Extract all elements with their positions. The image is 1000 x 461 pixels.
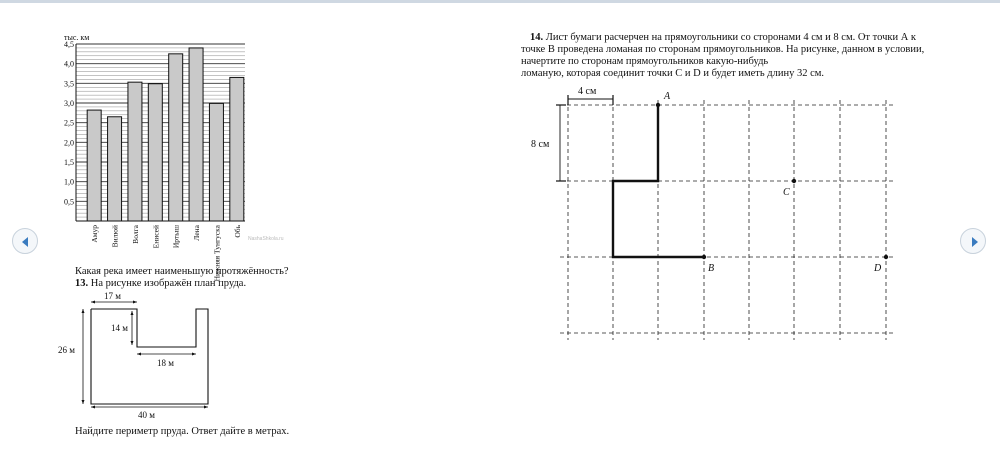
grid-dashed-lines <box>560 100 895 340</box>
x-category-label: Нижняя Тунгуска <box>212 225 222 282</box>
y-tick-label: 2,5 <box>64 118 74 128</box>
question-14-number: 14. <box>530 32 544 43</box>
bar <box>169 54 183 221</box>
question-14-line-2: точке В проведена ломаная по сторонам прямоугольников. На рисунке, данном в условии, <box>521 44 925 55</box>
dim-height-label: 8 см <box>531 139 550 150</box>
bar <box>209 103 223 221</box>
point-c <box>792 179 796 183</box>
top-border <box>0 0 1000 3</box>
question-13-heading <box>75 278 246 290</box>
point-a <box>656 103 660 107</box>
point-b <box>702 255 706 259</box>
polyline-a-to-b <box>613 105 704 257</box>
question-14-line-1: 14. Лист бумаги расчерчен на прямоугольники со сторонами 4 см и 8 см. От точки А к <box>530 32 916 43</box>
question-12-text: Какая река имеет наименьшую протяжённость? <box>75 266 289 277</box>
dim-top-label: 17 м <box>104 291 121 301</box>
x-category-label: Амур <box>90 225 100 243</box>
y-tick-label: 3,5 <box>64 79 74 89</box>
dim-width-label: 4 см <box>578 86 597 97</box>
x-category-label: Енисей <box>151 225 161 249</box>
x-category-label: Вилюй <box>110 225 120 248</box>
point-c-label: C <box>783 187 790 198</box>
pond-outline <box>91 309 208 404</box>
y-tick-label: 1,0 <box>64 177 74 187</box>
chart-watermark: NashaShkola.ru <box>248 236 284 242</box>
bar <box>230 77 244 221</box>
y-tick-label: 4,5 <box>64 40 74 49</box>
point-b-label: B <box>708 263 715 274</box>
dim-depth-label: 14 м <box>111 323 128 333</box>
chevron-left-icon <box>13 229 39 255</box>
dim-bottom-label: 40 м <box>138 410 155 420</box>
point-d <box>884 255 888 259</box>
bar <box>87 110 101 221</box>
question-13-text: На рисунке изображён план пруда. <box>90 278 247 289</box>
y-axis-unit-label: тыс. км <box>64 33 90 42</box>
y-tick-labels <box>64 40 74 206</box>
point-d-label: D <box>874 263 882 274</box>
bar <box>148 84 162 221</box>
bar <box>108 117 122 221</box>
x-category-label: Иртыш <box>171 225 181 249</box>
bar <box>128 82 142 221</box>
dim-left-label: 26 м <box>58 345 75 355</box>
prev-page-button[interactable] <box>12 228 38 254</box>
x-category-label: Лена <box>192 225 202 241</box>
dim-inner-label: 18 м <box>157 358 174 368</box>
point-a-label: A <box>664 91 671 102</box>
pond-plan-diagram <box>50 290 250 420</box>
x-category-label: Волга <box>130 225 140 244</box>
bar <box>189 48 203 221</box>
y-tick-label: 4,0 <box>64 59 74 69</box>
y-tick-label: 1,5 <box>64 158 74 167</box>
question-14-line-4: ломаную, которая соединит точки С и D и будет иметь длину 32 см. <box>521 68 825 79</box>
chevron-right-icon <box>961 229 987 255</box>
y-tick-label: 3,0 <box>64 99 74 108</box>
y-tick-label: 0,5 <box>64 197 74 207</box>
next-page-button[interactable] <box>960 228 986 254</box>
river-length-bar-chart <box>55 33 315 283</box>
x-category-label: Обь <box>232 225 242 238</box>
y-tick-label: 2,0 <box>64 138 74 148</box>
question-14-line-3: начертите по сторонам прямоугольников какую-нибудь <box>521 56 769 67</box>
rectangle-grid-diagram <box>520 80 900 350</box>
question-13-number: 13. <box>75 278 89 289</box>
question-13-question: Найдите периметр пруда. Ответ дайте в метрах. <box>75 426 290 437</box>
